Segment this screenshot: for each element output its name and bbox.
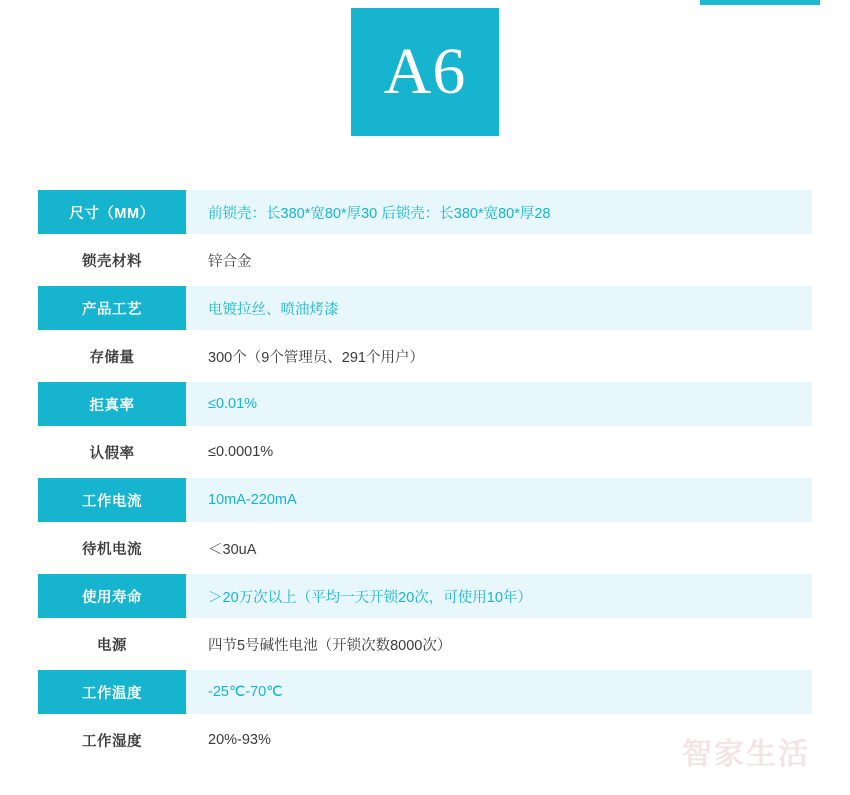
spec-value: 20%-93%: [186, 718, 812, 762]
accent-bar: [700, 0, 820, 5]
product-logo-banner: [0, 0, 850, 136]
logo-box: [351, 8, 499, 136]
spec-label: 工作电流: [38, 478, 186, 522]
spec-label: 工作湿度: [38, 718, 186, 762]
spec-value: 300个（9个管理员、291个用户）: [186, 334, 812, 378]
table-row: [38, 526, 812, 570]
spec-value: ＞20万次以上（平均一天开锁20次，可使用10年）: [186, 574, 812, 618]
spec-table: [38, 190, 812, 762]
table-row: [38, 286, 812, 330]
spec-label: 尺寸（MM）: [38, 190, 186, 234]
spec-label: 产品工艺: [38, 286, 186, 330]
table-row: [38, 190, 812, 234]
spec-value: ≤0.0001%: [186, 430, 812, 474]
spec-value: 前锁壳：长380*宽80*厚30 后锁壳：长380*宽80*厚28: [186, 190, 812, 234]
table-row: [38, 478, 812, 522]
spec-value: 四节5号碱性电池（开锁次数8000次）: [186, 622, 812, 666]
watermark-text: 智家生活: [682, 737, 810, 772]
spec-value: ≤0.01%: [186, 382, 812, 426]
table-row: [38, 574, 812, 618]
spec-label: 待机电流: [38, 526, 186, 570]
spec-label: 拒真率: [38, 382, 186, 426]
table-row: [38, 430, 812, 474]
table-row: [38, 382, 812, 426]
spec-label: 电源: [38, 622, 186, 666]
spec-value: ＜30uA: [186, 526, 812, 570]
spec-label: 存储量: [38, 334, 186, 378]
table-row: [38, 670, 812, 714]
top-accent-strip: [0, 0, 850, 5]
spec-value: -25℃-70℃: [186, 670, 812, 714]
spec-value: 锌合金: [186, 238, 812, 282]
spec-value: 10mA-220mA: [186, 478, 812, 522]
spec-label: 使用寿命: [38, 574, 186, 618]
table-row: [38, 622, 812, 666]
logo-text: A6: [383, 35, 467, 108]
spec-label: 认假率: [38, 430, 186, 474]
spec-value: 电镀拉丝、喷油烤漆: [186, 286, 812, 330]
spec-label: 工作温度: [38, 670, 186, 714]
table-row: [38, 238, 812, 282]
table-row: [38, 334, 812, 378]
spec-label: 锁壳材料: [38, 238, 186, 282]
